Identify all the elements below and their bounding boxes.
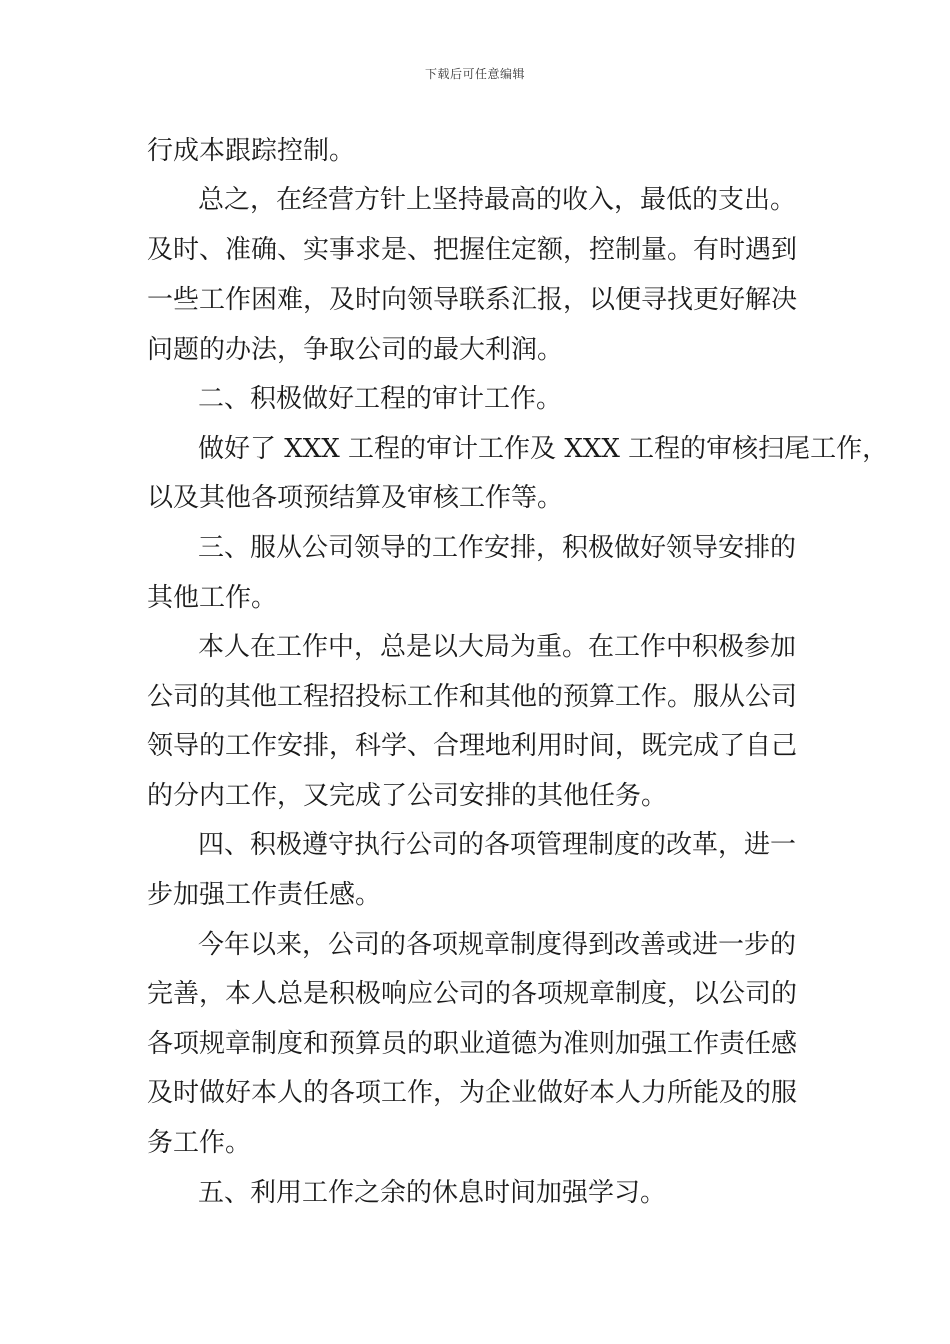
text-line: 完善，本人总是积极响应公司的各项规章制度，以公司的 bbox=[147, 979, 798, 1009]
section-heading-3: 三、服从公司领导的工作安排，积极做好领导安排的 bbox=[198, 533, 797, 563]
section-heading-4: 四、积极遵守执行公司的各项管理制度的改革，进一 bbox=[198, 830, 797, 860]
paragraph-start: 做好了 XXX 工程的审计工作及 XXX 工程的审核扫尾工作， bbox=[198, 434, 889, 464]
section-heading-5: 五、利用工作之余的休息时间加强学习。 bbox=[198, 1178, 667, 1208]
text-line: 公司的其他工程招投标工作和其他的预算工作。服从公司 bbox=[147, 682, 798, 712]
text-line: 领导的工作安排，科学、合理地利用时间，既完成了自己 bbox=[147, 731, 798, 761]
text-line: 及时、准确、实事求是、把握住定额，控制量。有时遇到 bbox=[147, 235, 798, 265]
text-line: 的分内工作，又完成了公司安排的其他任务。 bbox=[147, 781, 668, 811]
text-line: 及时做好本人的各项工作，为企业做好本人力所能及的服 bbox=[147, 1078, 798, 1108]
paragraph-start: 本人在工作中，总是以大局为重。在工作中积极参加 bbox=[198, 632, 797, 662]
paragraph-start: 总之，在经营方针上坚持最高的收入，最低的支出。 bbox=[198, 185, 797, 215]
text-line: 各项规章制度和预算员的职业道德为准则加强工作责任感 bbox=[147, 1029, 798, 1059]
text-line: 务工作。 bbox=[147, 1128, 252, 1158]
section-heading-2: 二、积极做好工程的审计工作。 bbox=[198, 384, 563, 414]
text-line: 问题的办法，争取公司的最大利润。 bbox=[147, 335, 564, 365]
page-header: 下载后可任意编辑 bbox=[424, 67, 525, 81]
text-line: 以及其他各项预结算及审核工作等。 bbox=[147, 483, 564, 513]
text-line: 一些工作困难，及时向领导联系汇报，以便寻找更好解决 bbox=[147, 285, 798, 315]
text-line: 行成本跟踪控制。 bbox=[147, 136, 356, 166]
paragraph-start: 今年以来，公司的各项规章制度得到改善或进一步的 bbox=[198, 930, 797, 960]
text-line: 其他工作。 bbox=[147, 583, 278, 613]
text-line: 步加强工作责任感。 bbox=[147, 880, 382, 910]
